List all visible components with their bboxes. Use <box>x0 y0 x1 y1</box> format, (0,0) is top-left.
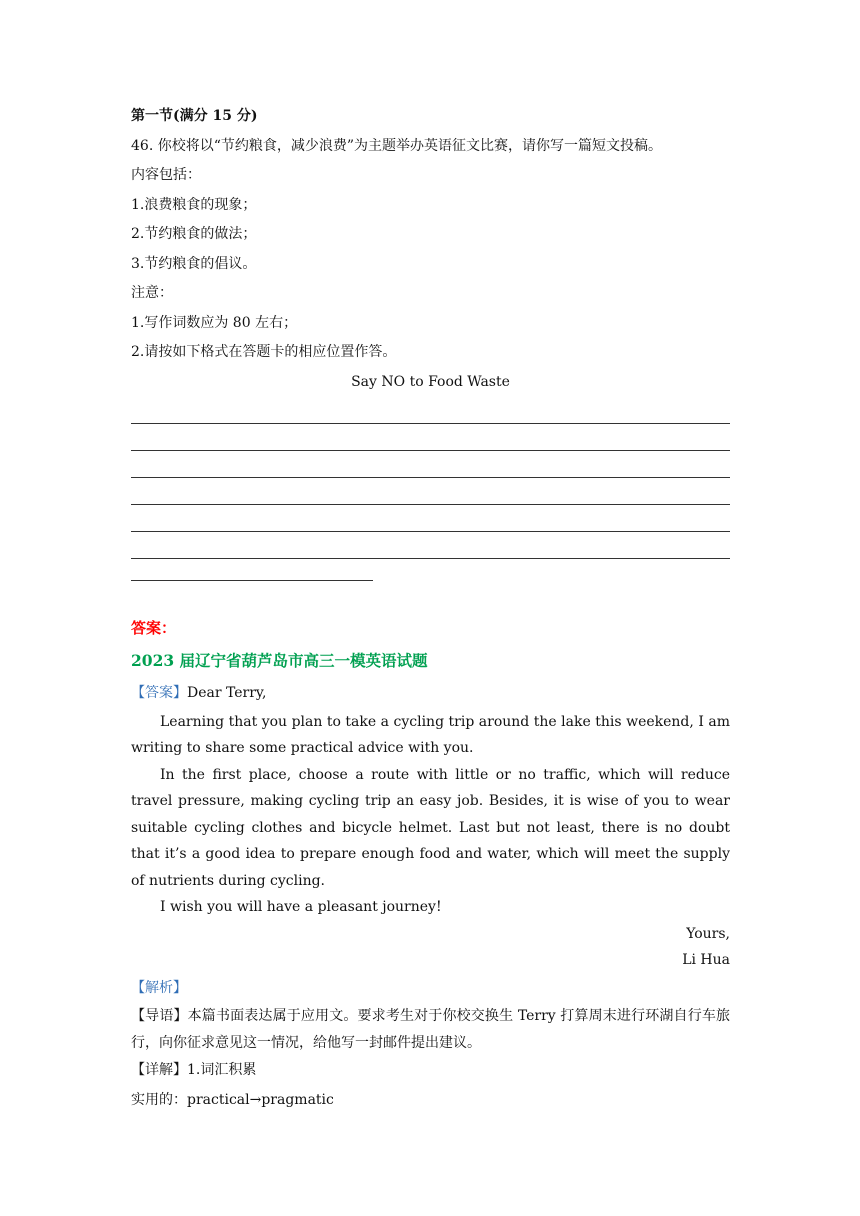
answer-blank-line <box>131 424 730 451</box>
note-item: 1.写作词数应为 80 左右； <box>131 314 298 331</box>
answer-blank-line <box>131 505 730 532</box>
guide-paragraph <box>131 1003 730 1056</box>
section-title: 第一节(满分 15 分) <box>131 108 258 124</box>
content-column <box>131 102 730 1115</box>
answer-heading: 答案： <box>131 619 177 637</box>
answer-lines <box>131 397 730 581</box>
answer-greeting-line <box>131 679 730 709</box>
answer-tag: 【答案】 <box>131 685 187 701</box>
content-item: 1.浪费粮食的现象； <box>131 196 257 213</box>
analysis-tag-line <box>131 974 730 1004</box>
answer-blank-line-short <box>131 559 373 581</box>
notes-label: 注意： <box>131 285 173 301</box>
detail-tag: 【详解】 <box>131 1062 187 1078</box>
vocab-line: 实用的：practical→pragmatic <box>131 1091 334 1108</box>
detail-text: 1.词汇积累 <box>187 1062 257 1078</box>
answer-blank-line <box>131 451 730 478</box>
greeting: Dear Terry, <box>187 685 267 701</box>
guide-text: 本篇书面表达属于应用文。要求考生对于你校交换生 Terry 打算周末进行环湖自行车旅行，向你征求意见这一情况，给他写一封邮件提出建议。 <box>131 1008 731 1051</box>
letter-closing: Yours, <box>686 925 730 942</box>
letter-paragraph: Learning that you plan to take a cycling trip around the lake this weekend, I am writing to share some practical advice with you. <box>131 713 730 756</box>
content-item: 2.节约粮食的做法； <box>131 226 257 242</box>
letter-paragraph: In the first place, choose a route with little or no traffic, which will reduce travel pressure, making cycling trip an easy job. Besides, it is wise of you to wear suitable cycling clothes and bicycle helmet. Last but not least, there is no doubt that it’s a good idea to prepare enough food and water, which will meet the supply of nutrients during cycling. <box>131 766 730 889</box>
detail-line <box>131 1056 730 1086</box>
answer-blank-line <box>131 478 730 505</box>
letter-paragraph: I wish you will have a pleasant journey! <box>160 899 442 915</box>
question-prompt: 46. 你校将以“节约粮食，减少浪费”为主题举办英语征文比赛，请你写一篇短文投稿。 <box>131 137 663 154</box>
answer-source: 2023 届辽宁省葫芦岛市高三一模英语试题 <box>131 651 428 670</box>
analysis-tag: 【解析】 <box>131 979 187 996</box>
answer-blank-line <box>131 397 730 424</box>
essay-title: Say NO to Food Waste <box>351 373 510 390</box>
note-item: 2.请按如下格式在答题卡的相应位置作答。 <box>131 344 397 360</box>
answer-blank-line <box>131 532 730 559</box>
guide-tag: 【导语】 <box>131 1008 188 1024</box>
letter-signature: Li Hua <box>682 952 730 968</box>
content-label: 内容包括： <box>131 167 201 183</box>
content-item: 3.节约粮食的倡议。 <box>131 255 257 272</box>
